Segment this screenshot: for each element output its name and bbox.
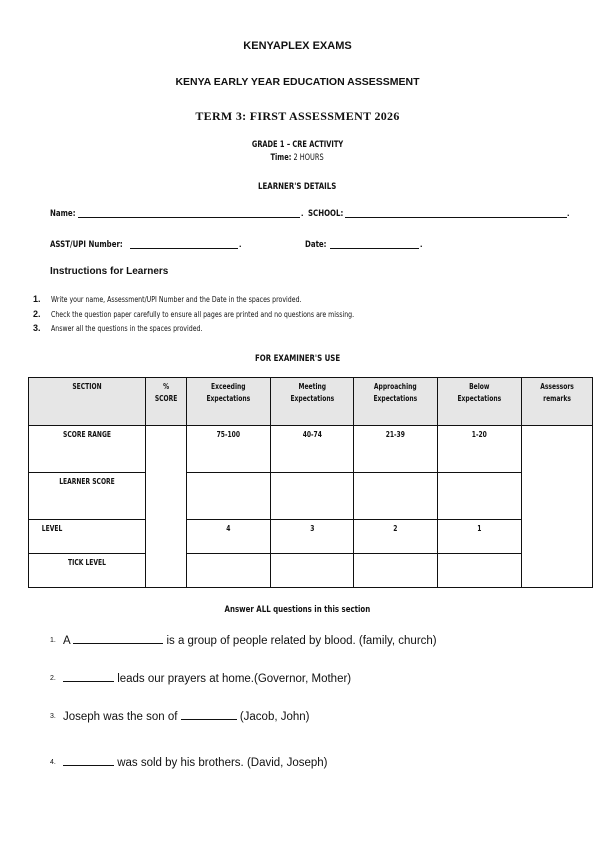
grade-subject: GRADE 1 – CRE ACTIVITY	[251, 140, 344, 150]
upi-period: .	[239, 239, 242, 249]
answer-blank[interactable]	[63, 755, 114, 766]
learner-details-heading: LEARNER'S DETAILS	[258, 182, 337, 192]
table-row	[29, 426, 593, 473]
question-text-before: A	[63, 635, 71, 647]
table-cell[interactable]	[187, 473, 271, 520]
answer-blank[interactable]	[63, 671, 114, 682]
upi-line[interactable]	[130, 239, 238, 249]
row-label: SCORE RANGE	[29, 426, 146, 473]
upi-label: ASST/UPI Number:	[50, 240, 123, 250]
question-item	[50, 755, 327, 769]
row-label: LEVEL	[29, 520, 146, 554]
table-cell: 3	[270, 520, 354, 554]
tick-cell[interactable]	[270, 554, 354, 588]
table-cell: 40-74	[270, 426, 354, 473]
question-text-before: Joseph was the son of	[63, 711, 181, 723]
table-header-row	[29, 378, 593, 426]
examiner-use-heading: FOR EXAMINER'S USE	[254, 354, 341, 364]
header-below: Below Expectations	[438, 378, 522, 426]
question-item	[50, 709, 310, 723]
instruction-number: 3.	[33, 323, 41, 333]
tick-cell[interactable]	[354, 554, 438, 588]
instructions-title: Instructions for Learners	[50, 266, 169, 277]
table-cell[interactable]	[270, 473, 354, 520]
instruction-item	[33, 294, 372, 304]
score-cell[interactable]	[146, 426, 187, 588]
question-item	[50, 633, 437, 647]
question-item	[50, 671, 351, 685]
name-label: Name:	[50, 209, 76, 219]
school-line[interactable]	[345, 208, 567, 218]
table-cell: 21-39	[354, 426, 438, 473]
instruction-item	[33, 323, 245, 333]
date-period: .	[420, 239, 423, 249]
table-cell: 1-20	[438, 426, 522, 473]
instruction-text: Answer all the questions in the spaces provided.	[51, 324, 203, 333]
question-text-after: leads our prayers at home.(Governor, Mother)	[114, 673, 352, 685]
tick-cell[interactable]	[438, 554, 522, 588]
header-score: % SCORE	[146, 378, 187, 426]
question-number: 1.	[50, 637, 56, 645]
table-cell: 1	[438, 520, 522, 554]
row-label: LEARNER SCORE	[29, 473, 146, 520]
date-line[interactable]	[330, 239, 419, 249]
table-cell[interactable]	[354, 473, 438, 520]
question-number: 3.	[50, 713, 56, 721]
exam-body-title: KENYAPLEX EXAMS	[243, 40, 352, 52]
examiner-table	[28, 377, 593, 588]
assessment-title: KENYA EARLY YEAR EDUCATION ASSESSMENT	[175, 76, 420, 88]
table-cell: 2	[354, 520, 438, 554]
question-number: 2.	[50, 675, 56, 683]
date-label-wrap	[305, 239, 333, 250]
header-remarks: Assessors remarks	[521, 378, 592, 426]
question-number: 4.	[50, 759, 56, 767]
table-row	[29, 520, 593, 554]
time-allowed	[0, 152, 595, 163]
time-value: 2 HOURS	[293, 153, 325, 163]
header-exceeding: Exceeding Expectations	[187, 378, 271, 426]
table-cell[interactable]	[438, 473, 522, 520]
term-title: TERM 3: FIRST ASSESSMENT 2026	[195, 109, 400, 123]
school-label: SCHOOL:	[308, 209, 344, 219]
instruction-number: 2.	[33, 309, 41, 319]
instruction-number: 1.	[33, 294, 41, 304]
time-label: Time:	[270, 153, 292, 163]
table-row	[29, 554, 593, 588]
question-text-after: is a group of people related by blood. (family, church)	[163, 635, 437, 647]
date-label: Date:	[305, 240, 327, 250]
remarks-cell[interactable]	[521, 426, 592, 588]
question-text-after: was sold by his brothers. (David, Joseph)	[114, 757, 328, 769]
instruction-item	[33, 309, 440, 319]
header-approaching: Approaching Expectations	[354, 378, 438, 426]
name-period: .	[301, 208, 304, 218]
instruction-text: Write your name, Assessment/UPI Number and the Date in the spaces provided.	[51, 295, 302, 304]
table-cell: 75-100	[187, 426, 271, 473]
table-cell: 4	[187, 520, 271, 554]
school-period: .	[567, 208, 570, 218]
instruction-text: Check the question paper carefully to ensure all pages are printed and no questions are missing.	[51, 310, 355, 319]
row-label: TICK LEVEL	[29, 554, 146, 588]
question-text-after: (Jacob, John)	[236, 711, 310, 723]
table-row	[29, 473, 593, 520]
answer-blank[interactable]	[181, 709, 237, 720]
name-line[interactable]	[78, 208, 300, 218]
answer-all-heading: Answer ALL questions in this section	[224, 605, 371, 615]
header-section: SECTION	[29, 378, 146, 426]
answer-blank[interactable]	[73, 633, 163, 644]
tick-cell[interactable]	[187, 554, 271, 588]
header-meeting: Meeting Expectations	[270, 378, 354, 426]
